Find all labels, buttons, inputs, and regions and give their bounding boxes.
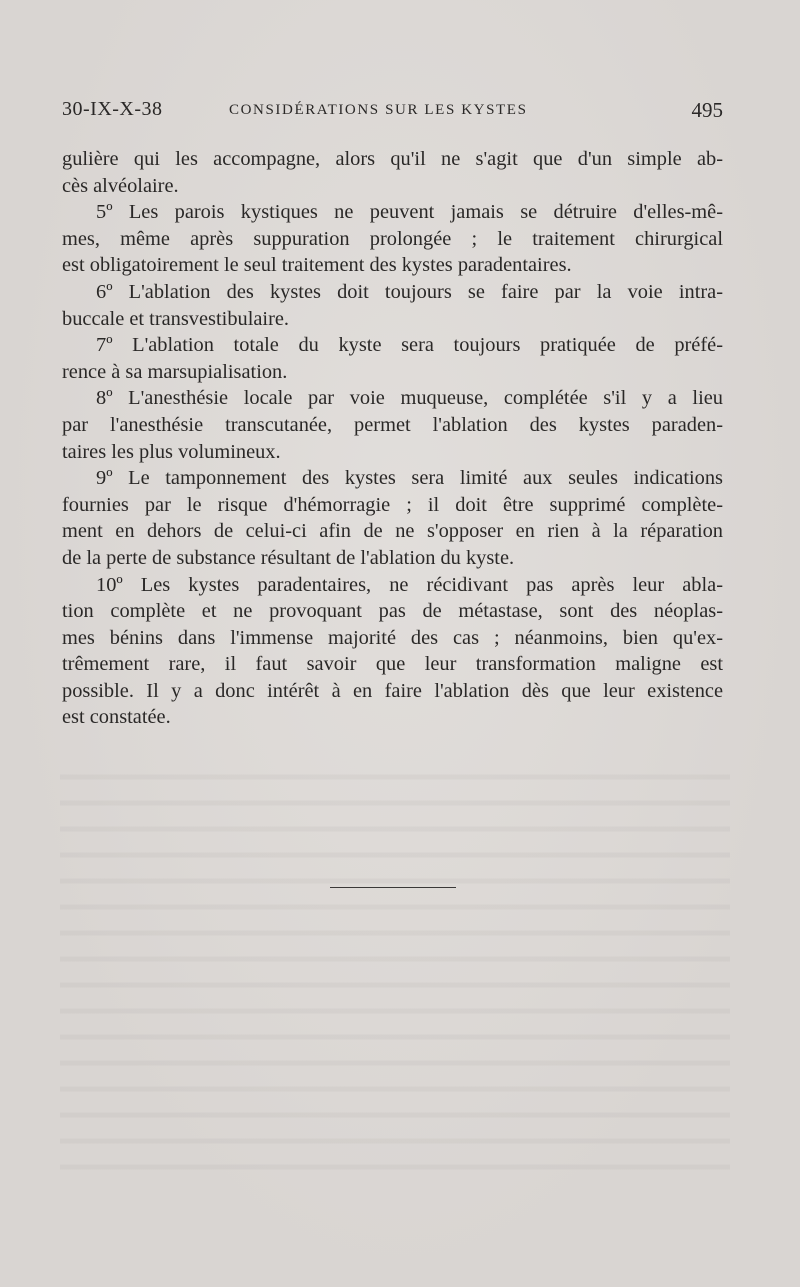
text-line: 10º Les kystes paradentaires, ne récidivant pas après leur abla- <box>96 573 723 596</box>
header-date-code: 30-IX-X-38 <box>62 98 163 120</box>
text-line: possible. Il y a donc intérêt à en faire l'ablation dès que leur existence <box>62 679 723 702</box>
text-line: mes bénins dans l'immense majorité des cas ; néanmoins, bien qu'ex- <box>62 626 723 649</box>
text-line: par l'anesthésie transcutanée, permet l'ablation des kystes paraden- <box>62 413 723 436</box>
text-line: mes, même après suppuration prolongée ; le traitement chirurgical <box>62 227 723 250</box>
page-number: 495 <box>691 98 723 122</box>
text-line: cès alvéolaire. <box>62 174 179 197</box>
text-line: rence à sa marsupialisation. <box>62 360 288 383</box>
text-line: buccale et transvestibulaire. <box>62 307 290 330</box>
paragraph <box>62 146 723 199</box>
text-line: 9º Le tamponnement des kystes sera limité aux seules indications <box>96 467 723 490</box>
body-text <box>62 146 723 731</box>
text-line: taires les plus volumineux. <box>62 440 281 463</box>
text-line: trêmement rare, il faut savoir que leur transformation maligne est <box>62 653 723 676</box>
paragraph <box>62 385 723 465</box>
end-rule <box>330 887 456 888</box>
text-line: est constatée. <box>62 706 171 729</box>
paragraph <box>62 279 723 332</box>
running-header <box>62 98 723 128</box>
text-line: fournies par le risque d'hémorragie ; il doit être supprimé complète- <box>62 493 723 516</box>
text-line: gulière qui les accompagne, alors qu'il ne s'agit que d'un simple ab- <box>62 148 723 170</box>
text-line: de la perte de substance résultant de l'ablation du kyste. <box>62 546 515 569</box>
text-line: 7º L'ablation totale du kyste sera toujours pratiquée de préfé- <box>96 334 723 357</box>
text-line: 8º L'anesthésie locale par voie muqueuse, complétée s'il y a lieu <box>96 387 723 410</box>
paragraph <box>62 465 723 571</box>
paragraph <box>62 199 723 279</box>
paragraph <box>62 332 723 385</box>
text-line: 6º L'ablation des kystes doit toujours se faire par la voie intra- <box>96 280 723 303</box>
paragraph <box>62 572 723 732</box>
text-line: est obligatoirement le seul traitement des kystes paradentaires. <box>62 254 572 277</box>
text-line: ment en dehors de celui-ci afin de ne s'opposer en rien à la réparation <box>62 520 723 543</box>
text-line: 5º Les parois kystiques ne peuvent jamais se détruire d'elles-mê- <box>96 201 723 224</box>
header-title: CONSIDÉRATIONS SUR LES KYSTES <box>229 102 528 118</box>
show-through-text <box>60 760 730 1180</box>
text-line: tion complète et ne provoquant pas de métastase, sont des néoplas- <box>62 600 723 623</box>
